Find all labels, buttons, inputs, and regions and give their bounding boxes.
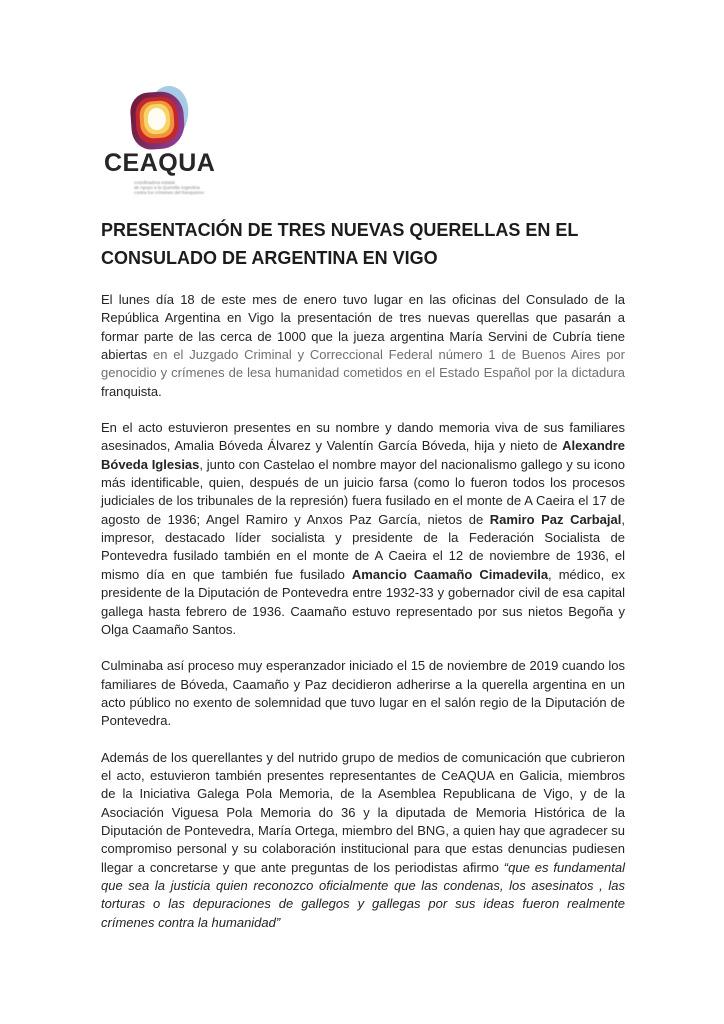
paragraph-1 (101, 291, 625, 401)
logo-tagline-line: coordinadora estatal (134, 180, 175, 185)
logo-red-ring (134, 96, 179, 145)
logo-tagline-line: contra los crímenes del franquismo (134, 190, 205, 195)
text-segment: Amancio Caamaño Cimadevila (351, 566, 549, 582)
ceaqua-logo (100, 85, 280, 197)
text-segment: Además de los querellantes y del nutrido grupo de medios de comunicación que cubrieron el acto, estuvieron también presentes representantes de CeAQUA en Galicia, miembros de la Iniciativa Galega Pola Memoria, de la Asemblea Republicana de Vigo, y de la Asociación Viguesa Pola Memoria do 36 y la diputada de Memoria Histórica de la Diputación de Pontevedra, María Ortega, miembro del BNG, a quien hay que agradecer su compromiso personal y su colaboración institucional para que estas denuncias pudiesen llegar a concretarse y que ante preguntas de los periodistas afirmo (101, 749, 625, 875)
logo-purple-ring (129, 90, 186, 151)
text-segment: El lunes día 18 de este mes de enero tuvo lugar en las oficinas del Consulado de la República Argentina en Vigo la presentación de tres nuevas querellas que pasarán a formar parte de las cerca de 1000 que la jueza argentina María Servini de Cubría tiene abiertas (101, 292, 625, 363)
page-title-line-2: CONSULADO DE ARGENTINA EN VIGO (101, 247, 438, 268)
paragraph-4 (101, 749, 625, 932)
logo-orange-ring (139, 100, 175, 139)
ceaqua-logo-icon (130, 85, 192, 151)
logo-white-center (148, 108, 167, 131)
text-segment: “que es fundamental que sea la justicia quien reconozco oficialmente que las condenas, los asesinatos , las torturas o las depuraciones de gallegos y gallegas por sus ideas fueron realmente crímenes contra la humanidad” (101, 859, 625, 930)
page-title-line-1: PRESENTACIÓN DE TRES NUEVAS QUERELLAS EN EL (101, 220, 579, 240)
text-segment: en el Juzgado Criminal y Correccional Federal número 1 de Buenos Aires por genocidio y crímenes de lesa humanidad cometidos en el Estado Español por la dictadura (101, 347, 625, 381)
logo-tagline-line: de Apoyo a la Querella Argentina (134, 185, 200, 190)
paragraph-2 (101, 419, 625, 639)
logo-tagline (134, 180, 280, 195)
text-segment: , junto con Castelao el nombre mayor del nacionalismo gallego y su icono más identificable, quien, después de un juicio farsa (como lo fueron todos los procesos judiciales de los tribunales de la represión) fuera fusilado en el monte de A Caeira el 17 de agosto de 1936; Angel Ramiro y Anxos Paz García, nietos de (101, 456, 625, 527)
text-segment: En el acto estuvieron presentes en su nombre y dando memoria viva de sus familiares asesinados, Amalia Bóveda Álvarez y Valentín García Bóveda, hija y nieto de (101, 420, 625, 454)
text-segment: , médico, ex presidente de la Diputación de Pontevedra entre 1932-33 y gobernador civil de esa capital gallega hasta febrero de 1936. Caamaño estuvo representado por sus nietos Begoña y Olga Caamaño Santos. (101, 566, 625, 637)
text-segment: franquista. (101, 383, 162, 399)
text-segment: Ramiro Paz Carbajal (489, 511, 622, 527)
logo-wordmark: CEAQUA (104, 149, 216, 177)
page-title (101, 217, 625, 272)
text-segment: Culminaba así proceso muy esperanzador iniciado el 15 de noviembre de 2019 cuando los familiares de Bóveda, Caamaño y Paz decidieron adherirse a la querella argentina en un acto público no exento de solemnidad que tuvo lugar en el salón regio de la Diputación de Pontevedra. (101, 658, 625, 729)
paragraph-3 (101, 657, 625, 730)
document-body (101, 291, 625, 950)
logo-yellow-ring (143, 103, 171, 135)
text-segment: , impresor, destacado líder socialista y presidente de la Federación Socialista de Pontevedra fusilado también en el monte de A Caeira el 12 de noviembre de 1936, el mismo día en que también fue fusilado (101, 511, 625, 582)
text-segment: Alexandre Bóveda Iglesias (101, 438, 625, 472)
